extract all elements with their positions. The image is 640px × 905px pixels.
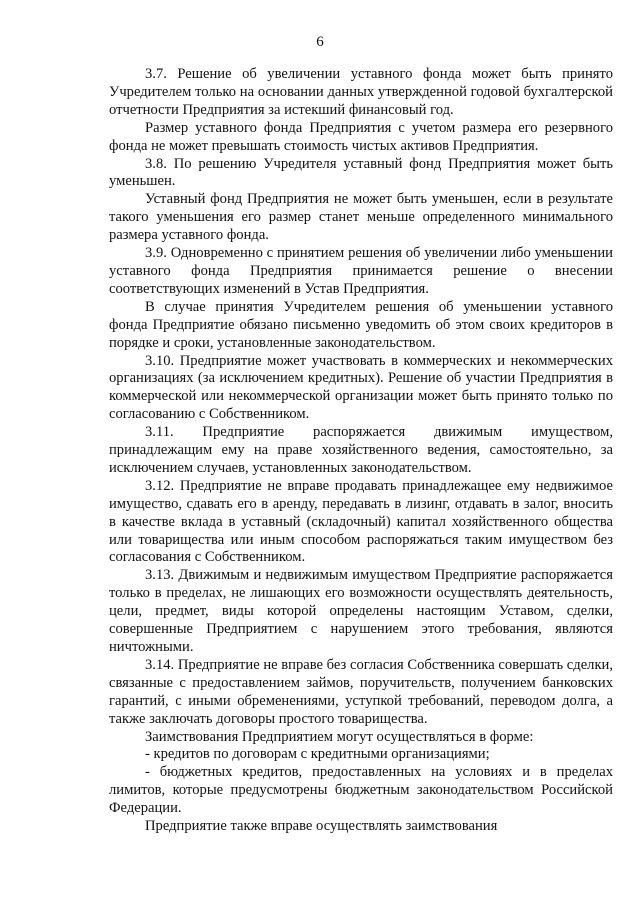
paragraph-3-14: 3.14. Предприятие не вправе без согласия Собственника совершать сделки, связанные с предоставлением займов, поручительств, получением банковских гарантий, с иными обременениями, уступкой требований, переводом долга, а также заключать договоры простого товарищества. (109, 656, 613, 727)
paragraph-reserve-fund: Размер уставного фонда Предприятия с учетом размера его резервного фонда не может превышать стоимость чистых активов Предприятия. (109, 119, 613, 154)
paragraph-min-fund: Уставный фонд Предприятия не может быть уменьшен, если в результате такого уменьшения его размер станет меньше определенного минимального размера уставного фонда. (109, 191, 613, 244)
paragraph-3-7: 3.7. Решение об увеличении уставного фонда может быть принято Учредителем только на основании данных утвержденной годовой бухгалтерской отчетности Предприятия за истекший финансовый год. (109, 66, 613, 118)
paragraph-3-10: 3.10. Предприятие может участвовать в коммерческих и некоммерческих организациях (за исключением кредитных). Решение об участии Предприятия в коммерческой или некоммерческой организации может быть принято только по согласованию с Собственником. (109, 352, 613, 423)
paragraph-3-8: 3.8. По решению Учредителя уставный фонд Предприятия может быть уменьшен. (109, 155, 613, 190)
document-body (109, 66, 613, 836)
paragraph-borrowing-right: Предприятие также вправе осуществлять заимствования (145, 818, 498, 835)
paragraph-3-9: 3.9. Одновременно с принятием решения об увеличении либо уменьшении уставного фонда Предприятия принимается решение о внесении соответствующих изменений в Устав Предприятия. (109, 245, 613, 297)
paragraph-3-13: 3.13. Движимым и недвижимым имуществом Предприятие распоряжается только в пределах, не лишающих его возможности осуществлять деятельность, цели, предмет, виды которой определены настоящим Уставом, сделки, совершенные Предприятием с нарушением этого требования, являются ничтожными. (109, 567, 613, 655)
list-item-budget-credits: - бюджетных кредитов, предоставленных на условиях и в пределах лимитов, которые предусмотрены бюджетным законодательством Российской Федерации. (109, 764, 613, 817)
paragraph-3-11: 3.11. Предприятие распоряжается движимым имуществом, принадлежащим ему на праве хозяйственного ведения, самостоятельно, за исключением случаев, установленных законодательством. (109, 424, 613, 476)
paragraph-3-12: 3.12. Предприятие не вправе продавать принадлежащее ему недвижимое имущество, сдавать его в аренду, передавать в лизинг, отдавать в залог, вносить в качестве вклада в уставный (складочный) капитал хозяйственного общества или товарищества или иным способом распоряжаться таким имуществом без согласования с Собственником. (109, 477, 613, 566)
page-number: 6 (316, 34, 324, 50)
paragraph-borrowing-forms: Заимствования Предприятием могут осуществляться в форме: (145, 728, 534, 745)
paragraph-creditors-notice: В случае принятия Учредителем решения об уменьшении уставного фонда Предприятие обязано письменно уведомить об этом своих кредиторов в порядке и сроки, установленные законодательством. (109, 298, 613, 351)
list-item-bank-credits: - кредитов по договорам с кредитными организациями; (145, 746, 490, 763)
